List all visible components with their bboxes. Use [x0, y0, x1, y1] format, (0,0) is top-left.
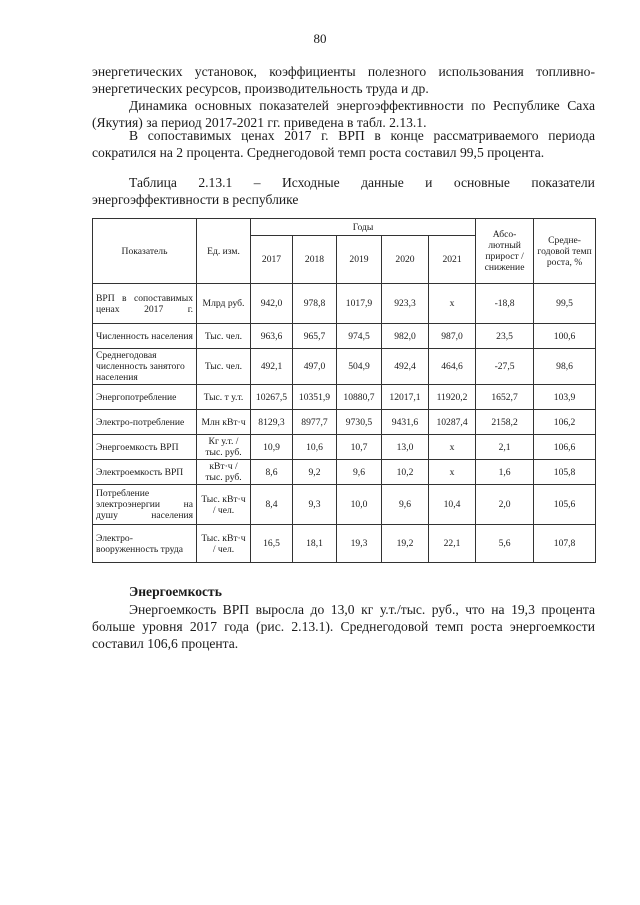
- row-absolute-change: 1652,7: [476, 385, 534, 410]
- section-heading: Энергоемкость: [129, 584, 222, 599]
- row-value: 9,2: [293, 460, 337, 485]
- row-unit: Млн кВт·ч: [197, 410, 251, 435]
- row-unit: Тыс. т у.т.: [197, 385, 251, 410]
- header-avg-growth-rate: Средне-годовой темп роста, %: [534, 219, 596, 284]
- row-value: 10880,7: [337, 385, 382, 410]
- row-value: 963,6: [251, 324, 293, 349]
- row-value: 492,4: [382, 349, 429, 385]
- row-value: 10,4: [429, 485, 476, 525]
- row-value: 9,3: [293, 485, 337, 525]
- row-value: 8977,7: [293, 410, 337, 435]
- row-value: 1017,9: [337, 284, 382, 324]
- caption-number: 2.13.1: [198, 175, 233, 190]
- row-absolute-change: 2158,2: [476, 410, 534, 435]
- paragraph-dynamics: Динамика основных показателей энергоэффективности по Республике Саха (Якутия) за период 2017-2021 гг. приведена в табл. 2.13.1.: [92, 98, 595, 130]
- row-indicator: Электро-вооруженность труда: [93, 525, 197, 563]
- row-indicator: Электро-потребление: [93, 410, 197, 435]
- row-value: 10,2: [382, 460, 429, 485]
- row-value: х: [429, 435, 476, 460]
- header-year: 2018: [293, 236, 337, 284]
- table-caption: [92, 174, 595, 208]
- caption-word: Исходные: [281, 175, 340, 190]
- row-value: 8129,3: [251, 410, 293, 435]
- row-value: 497,0: [293, 349, 337, 385]
- caption-line-2: энергоэффективности в республике: [92, 192, 299, 207]
- header-year: 2020: [382, 236, 429, 284]
- row-value: 492,1: [251, 349, 293, 385]
- row-indicator: Численность населения: [93, 324, 197, 349]
- row-absolute-change: 23,5: [476, 324, 534, 349]
- row-value: 974,5: [337, 324, 382, 349]
- caption-word: основные: [453, 175, 510, 190]
- row-avg-growth-rate: 106,6: [534, 435, 596, 460]
- table-row: [93, 435, 596, 460]
- row-value: 923,3: [382, 284, 429, 324]
- row-unit: Тыс. кВт·ч / чел.: [197, 525, 251, 563]
- row-avg-growth-rate: 100,6: [534, 324, 596, 349]
- row-value: 9,6: [382, 485, 429, 525]
- row-unit: Тыс. чел.: [197, 349, 251, 385]
- table-row: [93, 324, 596, 349]
- row-value: 10287,4: [429, 410, 476, 435]
- row-indicator: Энергоемкость ВРП: [93, 435, 197, 460]
- caption-word: данные: [361, 175, 404, 190]
- row-value: 942,0: [251, 284, 293, 324]
- row-absolute-change: -27,5: [476, 349, 534, 385]
- row-absolute-change: 1,6: [476, 460, 534, 485]
- row-value: 11920,2: [429, 385, 476, 410]
- energy-efficiency-table: [92, 218, 596, 563]
- row-avg-growth-rate: 105,8: [534, 460, 596, 485]
- row-value: 10,6: [293, 435, 337, 460]
- row-absolute-change: -18,8: [476, 284, 534, 324]
- row-value: 10267,5: [251, 385, 293, 410]
- row-value: х: [429, 460, 476, 485]
- row-avg-growth-rate: 99,5: [534, 284, 596, 324]
- row-unit: Млрд руб.: [197, 284, 251, 324]
- row-value: 978,8: [293, 284, 337, 324]
- table-row: [93, 460, 596, 485]
- row-unit: Тыс. чел.: [197, 324, 251, 349]
- row-avg-growth-rate: 105,6: [534, 485, 596, 525]
- row-value: 8,4: [251, 485, 293, 525]
- row-indicator: Электроемкость ВРП: [93, 460, 197, 485]
- row-value: 8,6: [251, 460, 293, 485]
- table-row: [93, 284, 596, 324]
- caption-word-table: Таблица: [129, 175, 177, 190]
- row-value: 16,5: [251, 525, 293, 563]
- caption-word: и: [425, 175, 433, 190]
- row-value: 9730,5: [337, 410, 382, 435]
- row-avg-growth-rate: 98,6: [534, 349, 596, 385]
- row-value: 10,7: [337, 435, 382, 460]
- header-indicator: Показатель: [93, 219, 197, 284]
- row-value: 504,9: [337, 349, 382, 385]
- row-absolute-change: 2,1: [476, 435, 534, 460]
- row-value: 464,6: [429, 349, 476, 385]
- row-value: 987,0: [429, 324, 476, 349]
- table-row: [93, 525, 596, 563]
- paragraph-energy-intensity: Энергоемкость ВРП выросла до 13,0 кг у.т./тыс. руб., что на 19,3 процента больше уровня 2017 года (рис. 2.13.1). Среднегодовой темп роста энергоемкости составил 106,6 процента.: [92, 602, 595, 651]
- row-avg-growth-rate: 106,2: [534, 410, 596, 435]
- row-unit: кВт·ч / тыс. руб.: [197, 460, 251, 485]
- row-avg-growth-rate: 107,8: [534, 525, 596, 563]
- table-row: [93, 485, 596, 525]
- row-avg-growth-rate: 103,9: [534, 385, 596, 410]
- row-indicator: Среднегодовая численность занятого населения: [93, 349, 197, 385]
- header-absolute-change: Абсо-лютный прирост / снижение: [476, 219, 534, 284]
- row-value: 18,1: [293, 525, 337, 563]
- row-absolute-change: 5,6: [476, 525, 534, 563]
- header-year: 2021: [429, 236, 476, 284]
- header-year: 2017: [251, 236, 293, 284]
- row-value: 9431,6: [382, 410, 429, 435]
- page-number: 80: [313, 31, 327, 46]
- row-value: 19,2: [382, 525, 429, 563]
- row-value: 19,3: [337, 525, 382, 563]
- row-value: х: [429, 284, 476, 324]
- row-indicator: Потребление электроэнергии на душу населения: [93, 485, 197, 525]
- row-value: 9,6: [337, 460, 382, 485]
- row-value: 13,0: [382, 435, 429, 460]
- caption-dash: –: [253, 175, 261, 190]
- row-unit: Тыс. кВт·ч / чел.: [197, 485, 251, 525]
- caption-word: показатели: [531, 175, 595, 190]
- header-year: 2019: [337, 236, 382, 284]
- row-value: 10,9: [251, 435, 293, 460]
- row-value: 982,0: [382, 324, 429, 349]
- header-years-group: Годы: [251, 219, 476, 236]
- row-value: 10351,9: [293, 385, 337, 410]
- row-value: 22,1: [429, 525, 476, 563]
- paragraph-vrp: В сопоставимых ценах 2017 г. ВРП в конце рассматриваемого периода сократился на 2 процента. Среднегодовой темп роста составил 99,5 процента.: [92, 128, 595, 160]
- row-absolute-change: 2,0: [476, 485, 534, 525]
- row-unit: Кг у.т. / тыс. руб.: [197, 435, 251, 460]
- row-value: 12017,1: [382, 385, 429, 410]
- table-row: [93, 410, 596, 435]
- row-value: 965,7: [293, 324, 337, 349]
- row-value: 10,0: [337, 485, 382, 525]
- table-row: [93, 385, 596, 410]
- header-unit: Ед. изм.: [197, 219, 251, 284]
- table-row: [93, 349, 596, 385]
- row-indicator: ВРП в сопоставимых ценах 2017 г.: [93, 284, 197, 324]
- row-indicator: Энергопотребление: [93, 385, 197, 410]
- paragraph-continuation: энергетических установок, коэффициенты полезного использования топливно-энергетических ресурсов, производительность труда и др.: [92, 64, 595, 96]
